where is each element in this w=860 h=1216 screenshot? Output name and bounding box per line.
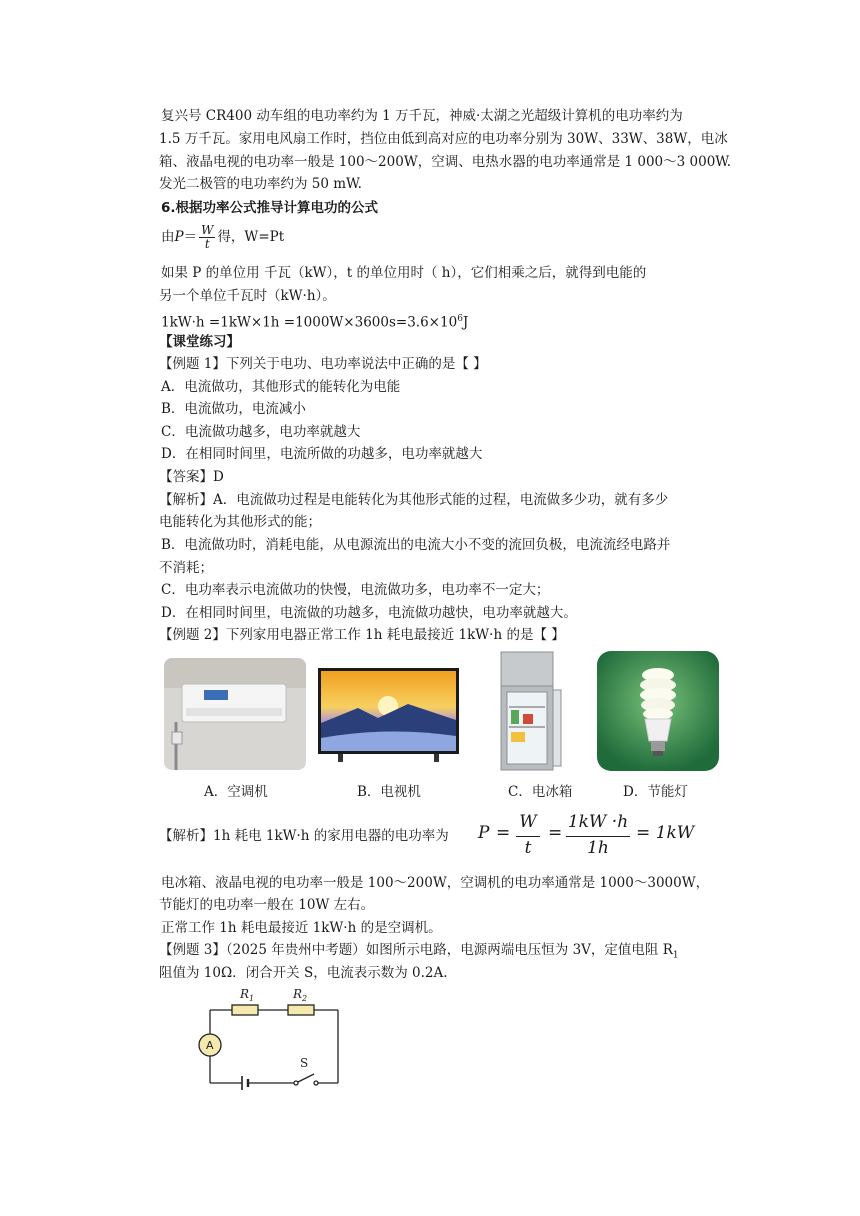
section-label: 【课堂练习】 [159, 334, 240, 350]
section-heading: 6.根据功率公式推导计算电功的公式 [161, 200, 379, 216]
derive-p: P [174, 229, 184, 245]
example-title: 【例题 2】下列家用电器正常工作 1h 耗电最接近 1kW·h 的是【 】 [159, 627, 565, 643]
math-f1-num: W [519, 812, 537, 832]
fraction-numerator: W [201, 223, 214, 237]
analysis-line: 不消耗； [159, 560, 213, 576]
derive-suffix: 得，W=Pt [217, 229, 285, 245]
paragraph-line: 另一个单位千瓦时（kW·h）。 [159, 288, 336, 304]
switch-label: S [300, 1056, 309, 1070]
energy-saving-lamp-image [597, 651, 719, 771]
paragraph-line: 如果 P 的单位用 千瓦（kW），t 的单位用时（ h），它们相乘之后，就得到电能的 [161, 265, 647, 281]
math-f2-num: 1kW ·h [567, 812, 629, 832]
formula-text: 1kW·h =1kW×1h =1000W×3600s=3.6×10 [161, 314, 458, 331]
analysis-line: 【解析】1h 耗电 1kW·h 的家用电器的电功率为 [159, 828, 449, 844]
example3-line1: 【例题 3】（2025 年贵州中考题）如图所示电路，电源两端电压恒为 3V，定值电阻 R [159, 942, 673, 958]
example-line: 阻值为 10Ω．闭合开关 S，电流表示数为 0.2A. [159, 965, 448, 981]
formula-line [161, 308, 468, 334]
analysis-line: B．电流做功时，消耗电能，从电源流出的电流大小不变的流回负极，电流流经电路并 [161, 537, 671, 553]
analysis-line: 电冰箱、液晶电视的电功率一般是 100～200W，空调机的电功率通常是 1000～3000W， [161, 875, 710, 891]
fraction-denominator: t [204, 237, 210, 251]
derivation-line [161, 219, 284, 255]
power-formula [478, 812, 708, 860]
analysis-line: 正常工作 1h 耗电最接近 1kW·h 的是空调机。 [161, 920, 442, 936]
subscript: 1 [672, 950, 679, 961]
label-r1: $R_1$ [240, 987, 255, 1003]
derive-eq: ＝ [183, 229, 198, 245]
answer: 【答案】D [159, 469, 224, 485]
analysis-line: 【解析】A．电流做功过程是电能转化为其他形式能的过程，电流做多少功，就有多少 [159, 492, 669, 508]
circuit-diagram [190, 980, 350, 1090]
math-eq: = [496, 823, 511, 843]
paragraph-line: 箱、液晶电视的电功率一般是 100～200W，空调、电热水器的电功率通常是 1 000～3 000W. [159, 154, 732, 170]
analysis-line: 电能转化为其他形式的能； [159, 514, 321, 530]
example-title [159, 353, 487, 375]
air-conditioner-image [164, 658, 306, 770]
math-f1-den: t [524, 838, 532, 858]
ammeter-label: A [206, 1039, 214, 1052]
formula-unit: J [462, 314, 469, 331]
caption-d: D．节能灯 [623, 784, 688, 800]
math-f2-den: 1h [587, 838, 609, 858]
analysis-line: D．在相同时间里，电流做的功越多，电流做功越快，电功率就越大。 [161, 605, 577, 621]
analysis-line: C．电功率表示电流做功的快慢，电流做功多，电功率不一定大； [161, 582, 550, 598]
paragraph-line: 1.5 万千瓦。家用电风扇工作时，挡位由低到高对应的电功率分别为 30W、33W、38W，电冰 [159, 131, 728, 147]
fraction [199, 224, 215, 251]
caption-b: B．电视机 [357, 784, 421, 800]
option-b: B．电流做功，电流减小 [161, 401, 306, 417]
option-d: D．在相同时间里，电流所做的功越多，电功率就越大 [161, 446, 483, 462]
paragraph-line: 复兴号 CR400 动车组的电功率约为 1 万千瓦，神威·太湖之光超级计算机的电功率约为 [161, 108, 683, 124]
analysis-line: 节能灯的电功率一般在 10W 左右。 [159, 897, 375, 913]
caption-a: A．空调机 [204, 784, 268, 800]
option-c: C．电流做功越多，电功率就越大 [161, 424, 361, 440]
math-p: P [478, 823, 490, 843]
math-result: = 1kW [636, 823, 695, 843]
television-image [318, 668, 459, 764]
option-a: A．电流做功，其他形式的能转化为电能 [161, 379, 401, 395]
label-r2: $R_2$ [293, 987, 308, 1003]
refrigerator-image [497, 650, 563, 772]
fraction-bar [516, 836, 540, 837]
formula-exponent: 6 [457, 314, 463, 324]
fraction-bar [566, 836, 630, 837]
example-title-text: 【例题 1】下列关于电功、电功率说法中正确的是【 】 [159, 356, 487, 372]
derive-prefix: 由 [161, 229, 175, 245]
caption-c: C．电冰箱 [508, 784, 573, 800]
paragraph-line: 发光二极管的电功率约为 50 mW. [159, 176, 362, 192]
math-eq: = [548, 823, 563, 843]
